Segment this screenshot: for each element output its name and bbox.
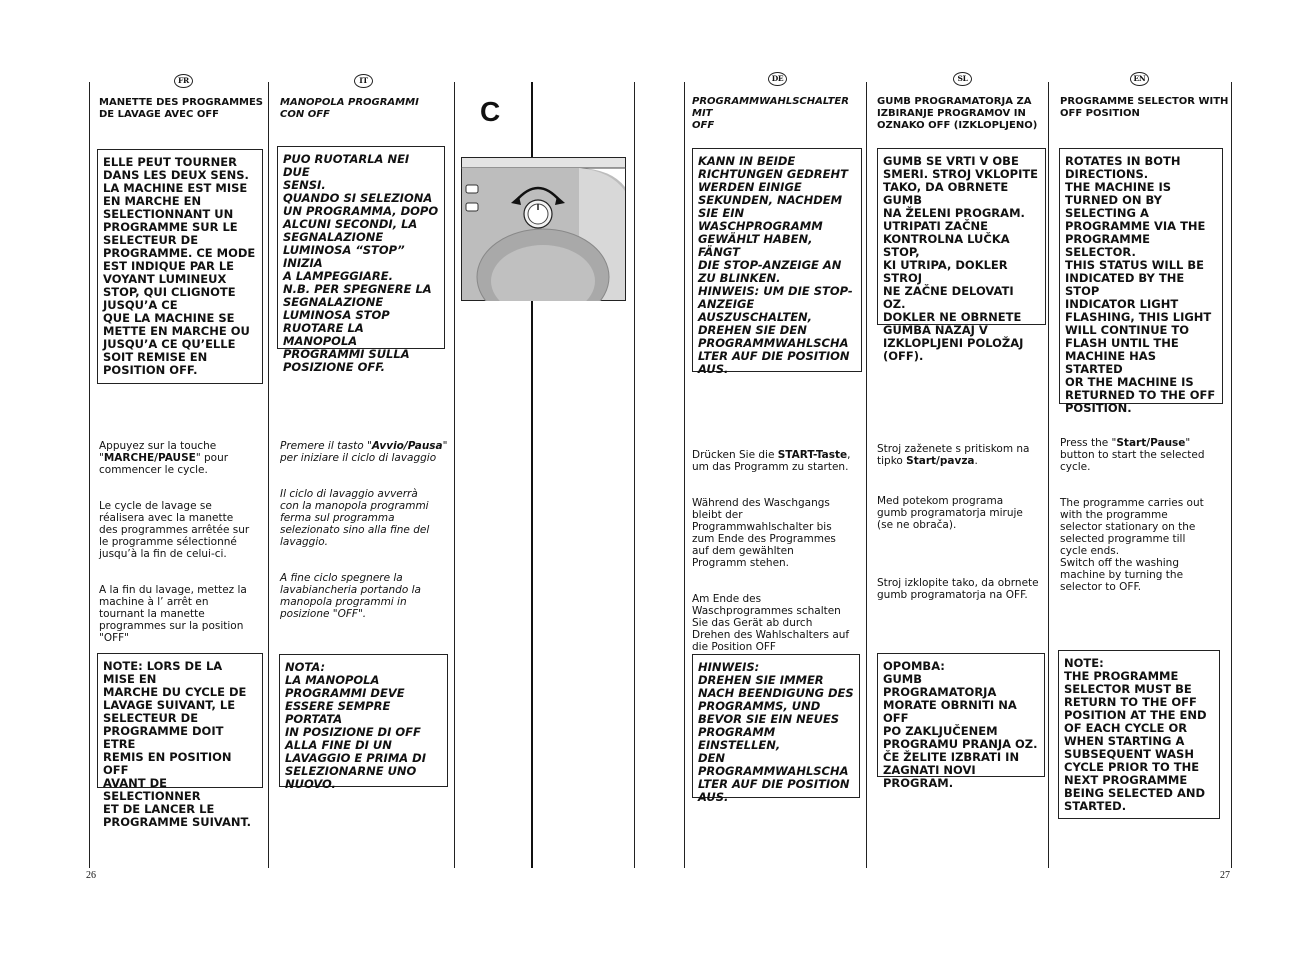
de-body-text	[692, 437, 864, 677]
de-heading: PROGRAMMWAHLSCHALTER MIT OFF	[692, 96, 849, 131]
sl-paragraph-cycle: Med potekom programa gumb programatorja miruje (se ne obrača).	[877, 495, 1023, 531]
text-span: Press the "	[1060, 437, 1117, 449]
column-divider	[1231, 82, 1232, 868]
text-span: " button to start the selected cycle.	[1060, 437, 1205, 473]
sl-body-text	[877, 431, 1045, 625]
it-paragraph-start	[280, 440, 450, 464]
it-info-box: PUO RUOTARLA NEI DUE SENSI. QUANDO SI SELEZIONA UN PROGRAMMA, DOPO ALCUNI SECONDI, LA SEGNALAZIONE LUMINOSA “STOP” INIZIA A LAMPEGGIARE. N.B. PER SPEGNERE LA SEGNALAZIONE LUMINOSA STOP RUOTARE LA MANOPOLA PROGRAMMI SULLA POSIZIONE OFF.	[277, 146, 445, 349]
control-panel-drawing	[461, 157, 626, 301]
it-paragraph-end: A fine ciclo spegnere la lavabiancheria portando la manopola programmi in posizione "OFF".	[280, 572, 421, 620]
en-info-box: ROTATES IN BOTH DIRECTIONS. THE MACHINE IS TURNED ON BY SELECTING A PROGRAMME VIA THE PROGRAMME SELECTOR. THIS STATUS WILL BE INDICATED BY THE STOP INDICATOR LIGHT FLASHING, THIS LIGHT WILL CONTINUE TO FLASH UNTIL THE MACHINE HAS STARTED OR THE MACHINE IS RETURNED TO THE OFF POSITION.	[1059, 148, 1223, 404]
text-span: " pour commencer le cycle.	[99, 452, 229, 476]
machine-illustration	[461, 157, 626, 301]
text-span: Appuyez sur la touche "	[99, 440, 217, 464]
indicator-light-icon	[466, 203, 478, 211]
fr-body-text	[99, 428, 264, 668]
it-note-box: NOTA: LA MANOPOLA PROGRAMMI DEVE ESSERE SEMPRE PORTATA IN POSIZIONE DI OFF ALLA FINE DI UN LAVAGGIO E PRIMA DI SELEZIONARNE UNO NUOVO.	[279, 654, 448, 787]
de-info-box: KANN IN BEIDE RICHTUNGEN GEDREHT WERDEN EINIGE SEKUNDEN, NACHDEM SIE EIN WASCHPROGRAMM GEWÄHLT HABEN, FÄNGT DIE STOP-ANZEIGE AN ZU BLINKEN. HINWEIS: UM DIE STOP- ANZEIGE AUSZUSCHALTEN, DREHEN SIE DEN PROGRAMMWAHLSCHA LTER AUF DIE POSITION AUS.	[692, 148, 862, 372]
it-body-text	[280, 428, 450, 644]
en-heading: PROGRAMME SELECTOR WITH OFF POSITION	[1060, 96, 1229, 119]
text-span: " per iniziare il ciclo di lavaggio	[280, 440, 448, 464]
it-heading: MANOPOLA PROGRAMMI CON OFF	[280, 97, 419, 120]
fr-note-box: NOTE: LORS DE LA MISE EN MARCHE DU CYCLE DE LAVAGE SUIVANT, LE SELECTEUR DE PROGRAMME DOIT ETRE REMIS EN POSITION OFF AVANT DE SELECTIONNER ET DE LANCER LE PROGRAMME SUIVANT.	[97, 653, 263, 788]
de-paragraph-end: Am Ende des Waschprogrammes schalten Sie das Gerät ab durch Drehen des Wahlschalters auf die Position OFF	[692, 593, 850, 653]
language-badge-en: EN	[1130, 72, 1149, 86]
column-divider	[454, 82, 455, 868]
fr-paragraph-cycle: Le cycle de lavage se réalisera avec la manette des programmes arrêtée sur le programme sélectionné jusqu’à la fin de celui-ci.	[99, 500, 250, 560]
de-note-box: HINWEIS: DREHEN SIE IMMER NACH BEENDIGUNG DES PROGRAMMS, UND BEVOR SIE EIN NEUES PROGRAMM EINSTELLEN, DEN PROGRAMMWAHLSCHA LTER AUF DIE POSITION AUS.	[692, 654, 860, 798]
text-span: .	[974, 455, 978, 467]
en-paragraph-start	[1060, 437, 1230, 473]
fr-paragraph-start	[99, 440, 264, 476]
button-name: Avvio/Pausa	[371, 440, 443, 452]
text-span: Premere il tasto "	[280, 440, 372, 452]
column-divider	[684, 82, 685, 868]
button-name: START-Taste	[777, 449, 848, 461]
language-badge-it: IT	[354, 74, 373, 88]
de-paragraph-cycle: Während des Waschgangs bleibt der Programmwahlschalter bis zum Ende des Programmes auf dem gewählten Programm stehen.	[692, 497, 836, 569]
en-paragraph-cycle: The programme carries out with the programme selector stationary on the selected programme till cycle ends. Switch off the washing machine by turning the selector to OFF.	[1060, 497, 1204, 593]
column-divider	[1048, 82, 1049, 868]
text-span: Stroj zaženete s pritiskom na tipko	[877, 443, 1030, 467]
column-divider	[268, 82, 269, 868]
fr-info-box: ELLE PEUT TOURNER DANS LES DEUX SENS. LA MACHINE EST MISE EN MARCHE EN SELECTIONNANT UN PROGRAMME SUR LE SELECTEUR DE PROGRAMME. CE MODE EST INDIQUE PAR LE VOYANT LUMINEUX STOP, QUI CLIGNOTE JUSQU’A CE QUE LA MACHINE SE METTE EN MARCHE OU JUSQU’A CE QU’ELLE SOIT REMISE EN POSITION OFF.	[97, 149, 263, 384]
fr-paragraph-end: A la fin du lavage, mettez la machine à l’ arrêt en tournant la manette programmes sur la position "OFF"	[99, 584, 247, 644]
page-number-left: 26	[86, 870, 96, 881]
figure-label: C	[480, 96, 501, 127]
text-span: Drücken Sie die	[692, 449, 778, 461]
language-badge-sl: SL	[953, 72, 972, 86]
en-note-box: NOTE: THE PROGRAMME SELECTOR MUST BE RETURN TO THE OFF POSITION AT THE END OF EACH CYCLE OR WHEN STARTING A SUBSEQUENT WASH CYCLE PRIOR TO THE NEXT PROGRAMME BEING SELECTED AND STARTED.	[1058, 650, 1220, 819]
column-divider	[89, 82, 90, 868]
language-badge-fr: FR	[174, 74, 193, 88]
column-divider	[866, 82, 867, 868]
column-divider	[634, 82, 635, 868]
page-number-right: 27	[1220, 870, 1230, 881]
button-name: Start/pavza	[906, 455, 975, 467]
text-span: , um das Programm zu starten.	[692, 449, 851, 473]
indicator-light-icon	[466, 185, 478, 193]
button-name: MARCHE/PAUSE	[103, 452, 196, 464]
sl-note-box: OPOMBA: GUMB PROGRAMATORJA MORATE OBRNITI NA OFF PO ZAKLJUČENEM PROGRAMU PRANJA OZ. ČE ŽELITE IZBRATI IN ZAGNATI NOVI PROGRAM.	[877, 653, 1045, 777]
language-badge-de: DE	[768, 72, 787, 86]
button-name: Start/Pause	[1116, 437, 1186, 449]
de-paragraph-start	[692, 449, 864, 473]
fr-heading: MANETTE DES PROGRAMMES DE LAVAGE AVEC OFF	[99, 97, 264, 120]
sl-paragraph-start	[877, 443, 1045, 467]
sl-paragraph-end: Stroj izklopite tako, da obrnete gumb programatorja na OFF.	[877, 577, 1039, 601]
sl-info-box: GUMB SE VRTI V OBE SMERI. STROJ VKLOPITE TAKO, DA OBRNETE GUMB NA ŽELENI PROGRAM. UTRIPATI ZAČNE KONTROLNA LUČKA STOP, KI UTRIPA, DOKLER STROJ NE ZAČNE DELOVATI OZ. DOKLER NE OBRNETE GUMBA NAZAJ V IZKLOPLJENI POLOŽAJ (OFF).	[877, 148, 1046, 325]
en-body-text	[1060, 425, 1230, 617]
it-paragraph-cycle: Il ciclo di lavaggio avverrà con la manopola programmi ferma sul programma selezionato sino alla fine del lavaggio.	[280, 488, 430, 548]
sl-heading: GUMB PROGRAMATORJA ZA IZBIRANJE PROGRAMOV IN OZNAKO OFF (IZKLOPLJENO)	[877, 96, 1038, 131]
